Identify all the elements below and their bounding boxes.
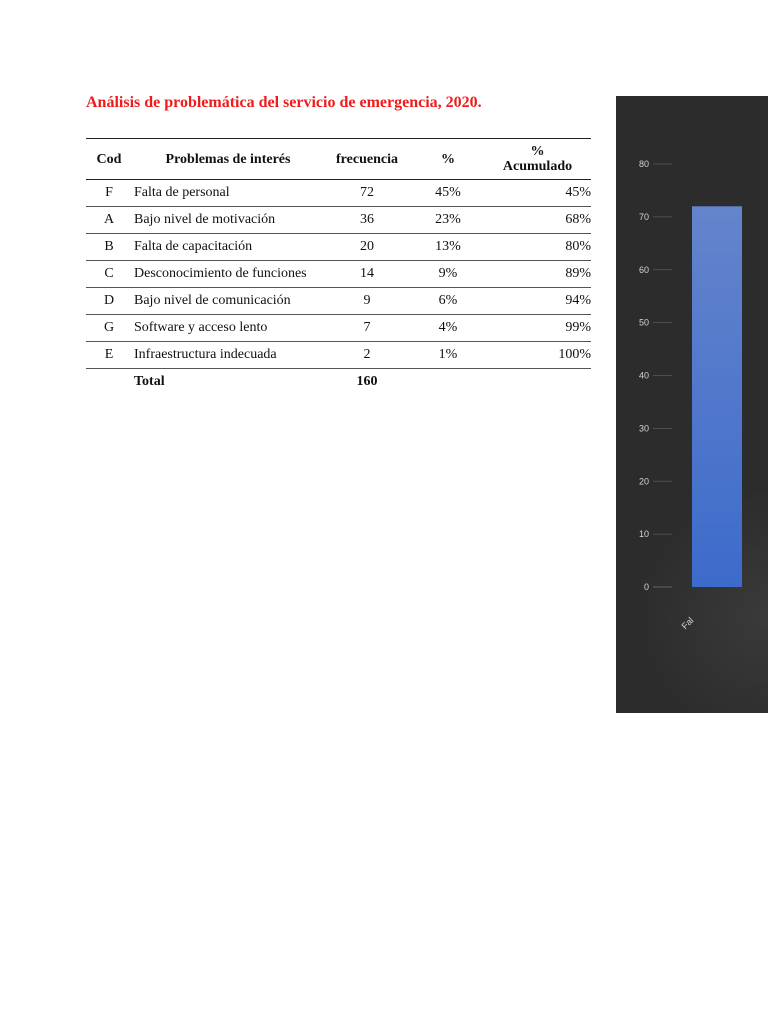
y-tick-label: 80 bbox=[638, 159, 649, 169]
cell-problem: Infraestructura indecuada bbox=[132, 342, 322, 369]
cell-percent: 9% bbox=[412, 261, 484, 288]
header-code: Cod bbox=[96, 151, 122, 167]
y-tick-label: 60 bbox=[638, 264, 649, 275]
cell-cumulative: 94% bbox=[484, 288, 591, 315]
table-row bbox=[86, 288, 591, 315]
table-row bbox=[86, 261, 591, 288]
y-tick-label: 20 bbox=[638, 476, 649, 487]
y-tick-label: 30 bbox=[638, 423, 649, 434]
total-value: 160 bbox=[356, 374, 378, 389]
cell-problem: Software y acceso lento bbox=[132, 315, 322, 342]
document-title: Análisis de problemática del servicio de emergencia, 2020. bbox=[86, 94, 482, 111]
y-tick-label: 50 bbox=[638, 317, 649, 328]
table-header-row bbox=[86, 139, 591, 180]
cell-problem: Falta de personal bbox=[132, 180, 322, 207]
cell-percent: 1% bbox=[412, 342, 484, 369]
table-row bbox=[86, 342, 591, 369]
cell-total-empty bbox=[86, 369, 132, 396]
cell-code: F bbox=[86, 180, 132, 207]
cell-cumulative: 89% bbox=[484, 261, 591, 288]
problems-table bbox=[86, 138, 591, 395]
cell-code: E bbox=[86, 342, 132, 369]
header-cumulative-line1: % bbox=[530, 144, 545, 159]
x-category-label: Fal bbox=[679, 615, 696, 632]
y-tick-label: 70 bbox=[638, 211, 649, 222]
table-row bbox=[86, 207, 591, 234]
cell-cumulative: 99% bbox=[484, 315, 591, 342]
cell-frequency: 20 bbox=[322, 234, 412, 261]
cell-percent: 13% bbox=[412, 234, 484, 261]
table-row bbox=[86, 315, 591, 342]
table-row bbox=[86, 234, 591, 261]
cell-cumulative: 45% bbox=[484, 180, 591, 207]
cell-problem: Bajo nivel de motivación bbox=[132, 207, 322, 234]
cell-total-empty bbox=[412, 369, 484, 396]
y-tick-label: 40 bbox=[638, 370, 649, 381]
cell-problem: Desconocimiento de funciones bbox=[132, 261, 322, 288]
header-cumulative bbox=[484, 139, 591, 180]
cell-cumulative: 100% bbox=[484, 342, 591, 369]
cell-code: A bbox=[86, 207, 132, 234]
cell-code: B bbox=[86, 234, 132, 261]
cell-frequency: 36 bbox=[322, 207, 412, 234]
bar-chart bbox=[616, 96, 768, 713]
header-frequency: frecuencia bbox=[336, 151, 398, 167]
cell-problem: Bajo nivel de comunicación bbox=[132, 288, 322, 315]
cell-percent: 6% bbox=[412, 288, 484, 315]
cell-frequency: 9 bbox=[322, 288, 412, 315]
cell-cumulative: 80% bbox=[484, 234, 591, 261]
table-row bbox=[86, 180, 591, 207]
cell-frequency: 2 bbox=[322, 342, 412, 369]
cell-frequency: 7 bbox=[322, 315, 412, 342]
cell-total-empty bbox=[484, 369, 591, 396]
header-percent: % bbox=[441, 151, 455, 167]
cell-code: C bbox=[86, 261, 132, 288]
cell-percent: 45% bbox=[412, 180, 484, 207]
header-cumulative-line2: Acumulado bbox=[502, 159, 573, 174]
y-tick-label: 10 bbox=[638, 529, 649, 540]
bar bbox=[692, 206, 742, 587]
cell-problem: Falta de capacitación bbox=[132, 234, 322, 261]
chart-panel bbox=[616, 96, 768, 713]
total-label: Total bbox=[134, 374, 165, 389]
table-total-row bbox=[86, 369, 591, 396]
cell-percent: 23% bbox=[412, 207, 484, 234]
cell-percent: 4% bbox=[412, 315, 484, 342]
cell-frequency: 14 bbox=[322, 261, 412, 288]
cell-frequency: 72 bbox=[322, 180, 412, 207]
cell-code: D bbox=[86, 288, 132, 315]
y-tick-label: 0 bbox=[643, 582, 649, 592]
cell-code: G bbox=[86, 315, 132, 342]
header-problem: Problemas de interés bbox=[165, 151, 291, 167]
cell-cumulative: 68% bbox=[484, 207, 591, 234]
